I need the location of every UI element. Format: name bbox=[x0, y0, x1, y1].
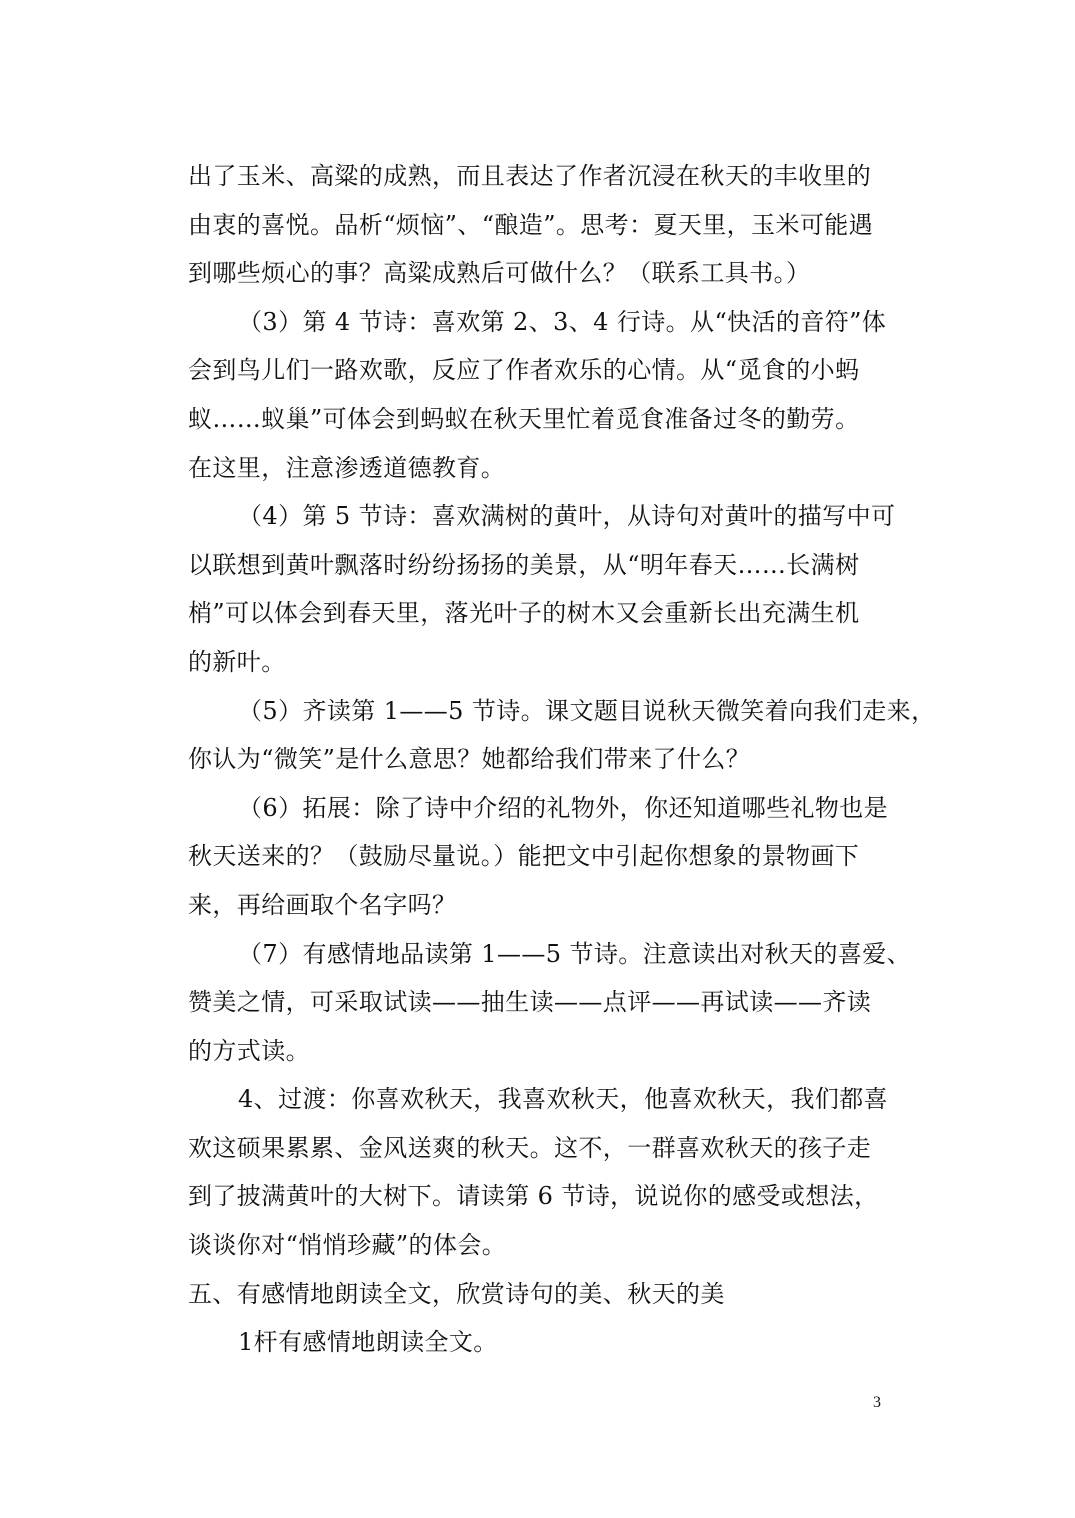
text-line: 到了披满黄叶的大树下。请读第 6 节诗，说说你的感受或想法， bbox=[188, 1182, 879, 1211]
page-number: 3 bbox=[873, 1394, 881, 1411]
text-line: 赞美之情，可采取试读——抽生读——点评——再试读——齐读 bbox=[188, 988, 872, 1017]
text-line: 来，再给画取个名字吗？ bbox=[188, 890, 457, 919]
text-line: 蚁……蚁巢”可体会到蚂蚁在秋天里忙着觅食准备过冬的勤劳。 bbox=[188, 404, 860, 433]
text-line: 梢”可以体会到春天里，落光叶子的树木又会重新长出充满生机 bbox=[188, 599, 860, 628]
text-line: 在这里，注意渗透道德教育。 bbox=[188, 453, 506, 482]
text-line: （7）有感情地品读第 1——5 节诗。注意读出对秋天的喜爱、 bbox=[238, 939, 912, 968]
text-line: 4、过渡：你喜欢秋天，我喜欢秋天，他喜欢秋天，我们都喜 bbox=[238, 1085, 889, 1114]
text-line: 会到鸟儿们一路欢歌，反应了作者欢乐的心情。从“觅食的小蚂 bbox=[188, 356, 860, 385]
text-line: 出了玉米、高粱的成熟，而且表达了作者沉浸在秋天的丰收里的 bbox=[188, 162, 872, 190]
text-line: 的方式读。 bbox=[188, 1036, 310, 1065]
text-line: 你认为“微笑”是什么意思？她都给我们带来了什么？ bbox=[188, 745, 751, 774]
body-text bbox=[188, 152, 936, 1367]
text-line: 五、有感情地朗读全文，欣赏诗句的美、秋天的美 bbox=[188, 1279, 725, 1308]
text-line: 谈谈你对“悄悄珍藏”的体会。 bbox=[188, 1231, 507, 1260]
text-line: （4）第 5 节诗：喜欢满树的黄叶，从诗句对黄叶的描写中可 bbox=[238, 502, 896, 531]
text-line: 以联想到黄叶飘落时纷纷扬扬的美景，从“明年春天……长满树 bbox=[188, 550, 860, 579]
text-line: 1杆有感情地朗读全文。 bbox=[238, 1328, 498, 1357]
text-line: 的新叶。 bbox=[188, 647, 286, 676]
text-line: （3）第 4 节诗：喜欢第 2、3、4 行诗。从“快活的音符”体 bbox=[238, 307, 887, 336]
text-line: 欢这硕果累累、金风送爽的秋天。这不，一群喜欢秋天的孩子走 bbox=[188, 1133, 872, 1162]
text-line: （5）齐读第 1——5 节诗。课文题目说秋天微笑着向我们走来， bbox=[238, 696, 936, 725]
text-line: 由衷的喜悦。品析“烦恼”、“酿造”。思考：夏天里，玉米可能遇 bbox=[188, 210, 874, 239]
text-line: 到哪些烦心的事？高粱成熟后可做什么？（联系工具书。） bbox=[188, 259, 811, 288]
text-line: 秋天送来的？（鼓励尽量说。）能把文中引起你想象的景物画下 bbox=[188, 842, 860, 871]
text-line: （6）拓展：除了诗中介绍的礼物外，你还知道哪些礼物也是 bbox=[238, 793, 889, 822]
